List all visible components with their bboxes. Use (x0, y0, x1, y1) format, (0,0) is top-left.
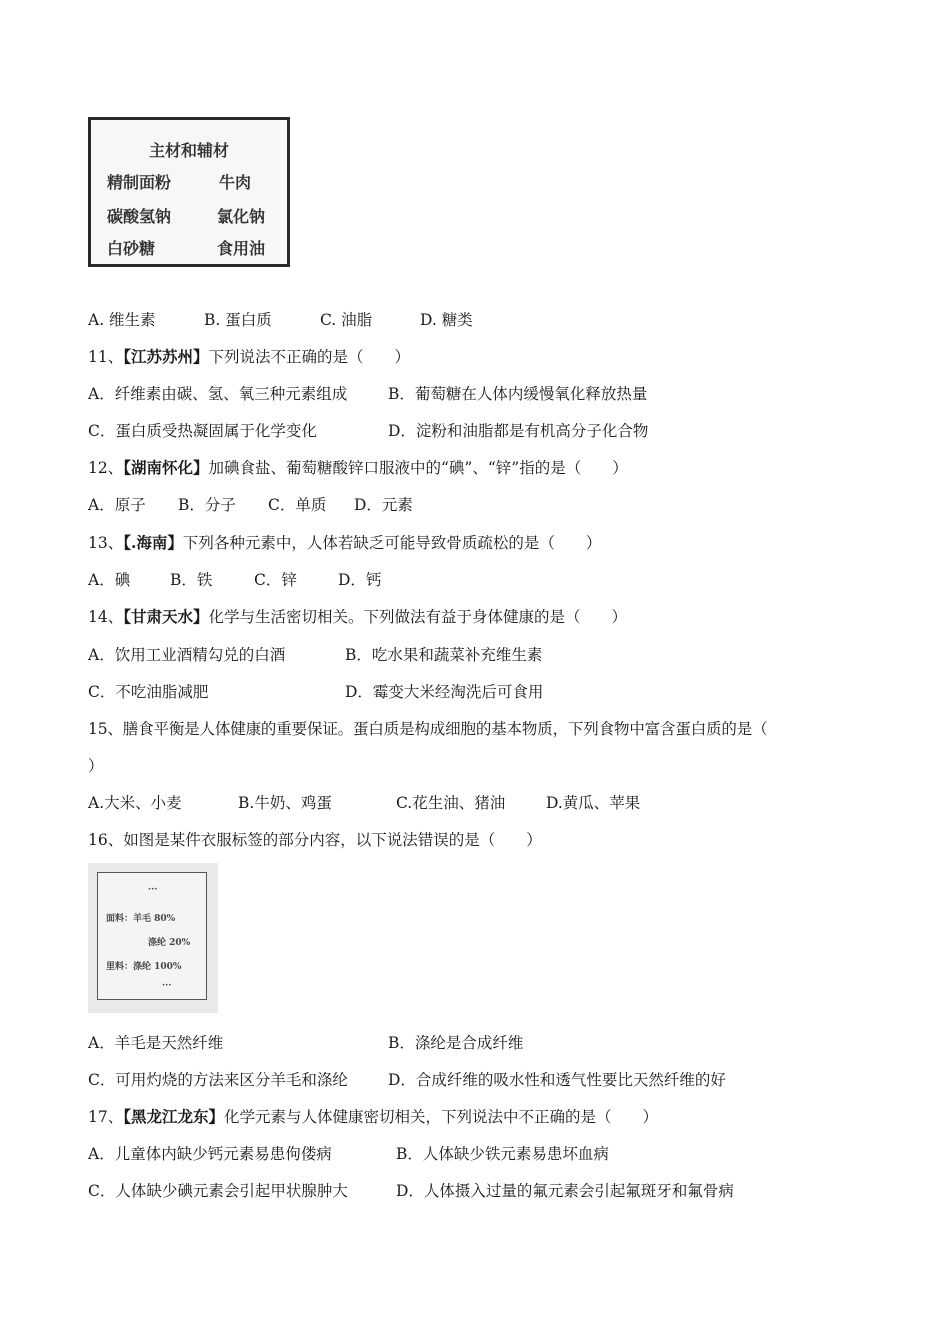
option-d: D. 糖类 (420, 311, 473, 329)
option-b: B．分子 (178, 496, 236, 514)
question-text: 下列各种元素中，人体若缺乏可能导致骨质疏松的是（ ） (182, 534, 602, 552)
clothing-label-figure (88, 863, 218, 1013)
option-c: C．锌 (254, 571, 297, 589)
label-border (97, 872, 207, 1000)
option-b: B．吃水果和蔬菜补充维生素 (345, 646, 543, 664)
question-source: 【.海南】 (123, 533, 183, 552)
question-text: 下列说法不正确的是（ ） (208, 348, 411, 366)
question-source: 【江苏苏州】 (123, 347, 209, 366)
option-b: B．铁 (170, 571, 213, 589)
q14-stem (88, 607, 627, 627)
ingredient: 牛肉 (219, 173, 252, 192)
ingredient: 碳酸氢钠 (107, 207, 172, 226)
option-c: C. 油脂 (320, 311, 373, 329)
q15-stem-line1: 15、膳食平衡是人体健康的重要保证。蛋白质是构成细胞的基本物质，下列食物中富含蛋白质的是（ (88, 720, 768, 738)
option-a: A．饮用工业酒精勾兑的白酒 (88, 646, 286, 664)
question-text: 化学与生活密切相关。下列做法有益于身体健康的是（ ） (208, 608, 628, 626)
option-c: C．人体缺少碘元素会引起甲状腺肿大 (88, 1182, 348, 1200)
option-a: A.大米、小麦 (88, 794, 182, 812)
option-a: A．羊毛是天然纤维 (88, 1034, 224, 1052)
option-d: D．霉变大米经淘洗后可食用 (345, 683, 544, 701)
question-text: 化学元素与人体健康密切相关，下列说法中不正确的是（ ） (224, 1108, 659, 1126)
option-a: A．儿童体内缺少钙元素易患佝偻病 (88, 1145, 332, 1163)
option-b: B．葡萄糖在人体内缓慢氧化释放热量 (388, 385, 648, 403)
option-a: A．碘 (88, 571, 131, 589)
option-b: B. 蛋白质 (204, 311, 272, 329)
q16-stem: 16、如图是某件衣服标签的部分内容，以下说法错误的是（ ） (88, 831, 542, 849)
question-source: 【甘肃天水】 (123, 607, 209, 626)
question-source: 【湖南怀化】 (123, 458, 209, 477)
option-c: C.花生油、猪油 (396, 794, 506, 812)
option-d: D．钙 (338, 571, 382, 589)
option-b: B．涤纶是合成纤维 (388, 1034, 524, 1052)
question-number: 14、 (88, 608, 124, 626)
question-source: 【黑龙江龙东】 (123, 1107, 224, 1126)
ingredient: 食用油 (217, 239, 266, 258)
option-b: B．人体缺少铁元素易患坏血病 (396, 1145, 609, 1163)
label-line: 里料：涤纶 100% (106, 962, 182, 972)
option-d: D．淀粉和油脂都是有机高分子化合物 (388, 422, 649, 440)
option-d: D.黄瓜、苹果 (546, 794, 641, 812)
option-c: C．单质 (268, 496, 327, 514)
question-number: 11、 (88, 348, 124, 366)
question-number: 13、 (88, 534, 124, 552)
label-line: 涤纶 20% (148, 938, 191, 948)
option-c: C．蛋白质受热凝固属于化学变化 (88, 422, 317, 440)
figure-title: 主材和辅材 (148, 141, 229, 160)
option-d: D．人体摄入过量的氟元素会引起氟斑牙和氟骨病 (396, 1182, 734, 1200)
q11-stem (88, 347, 410, 367)
option-d: D．元素 (354, 496, 413, 514)
ingredient: 精制面粉 (107, 173, 172, 192)
option-d: D．合成纤维的吸水性和透气性要比天然纤维的好 (388, 1071, 726, 1089)
q13-stem (88, 533, 601, 553)
option-b: B.牛奶、鸡蛋 (238, 794, 332, 812)
q15-stem-line2: ） (88, 757, 104, 775)
option-c: C．可用灼烧的方法来区分羊毛和涤纶 (88, 1071, 348, 1089)
option-a: A．纤维素由碳、氢、氧三种元素组成 (88, 385, 348, 403)
option-a: A. 维生素 (88, 311, 156, 329)
q12-stem (88, 458, 628, 478)
label-line: 面料：羊毛 80% (106, 914, 176, 924)
label-dots: ··· (162, 981, 172, 991)
question-number: 12、 (88, 459, 124, 477)
label-dots: ··· (148, 885, 158, 895)
option-c: C．不吃油脂减肥 (88, 683, 209, 701)
option-a: A．原子 (88, 496, 146, 514)
ingredient: 白砂糖 (107, 239, 156, 258)
ingredients-figure (88, 117, 290, 267)
question-number: 17、 (88, 1108, 124, 1126)
q17-stem (88, 1107, 658, 1127)
ingredient: 氯化钠 (217, 207, 266, 226)
question-text: 加碘食盐、葡萄糖酸锌口服液中的“碘”、“锌”指的是（ ） (208, 459, 628, 477)
